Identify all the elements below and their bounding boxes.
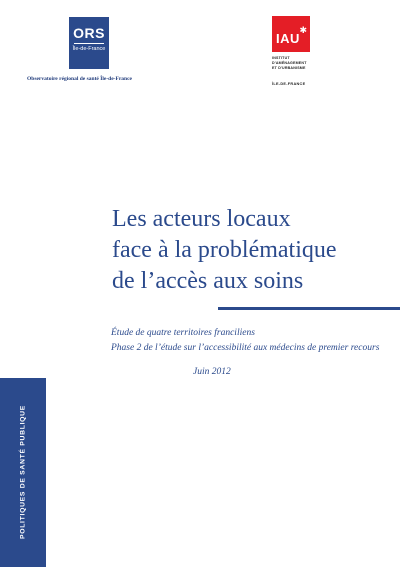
publication-date: Juin 2012	[193, 367, 231, 377]
title-line: de l’accès aux soins	[112, 268, 304, 294]
title-line: Les acteurs locaux	[112, 206, 291, 232]
iau-logo	[272, 16, 310, 52]
collection-label	[20, 405, 27, 539]
ors-logo-letters: ORS	[73, 25, 105, 41]
subtitle-line: Étude de quatre territoires franciliens	[111, 328, 255, 338]
title-line: face à la problématique	[112, 237, 337, 263]
title-rule	[218, 307, 400, 310]
iau-region: ÎLE-DE-FRANCE	[272, 82, 306, 86]
ors-logo-divider	[74, 43, 104, 44]
document-title	[112, 204, 362, 297]
ors-logo-subtitle: Île-de-France	[72, 46, 106, 52]
iau-text-line: ET D'URBANISME	[272, 65, 306, 70]
iau-institute-name	[272, 56, 312, 70]
document-subtitle	[111, 326, 379, 356]
ors-caption: Observatoire régional de santé Île-de-France	[27, 76, 132, 82]
iau-text-line: INSTITUT	[272, 56, 290, 60]
subtitle-line: Phase 2 de l’étude sur l’accessibilité aux médecins de premier recours	[111, 343, 380, 353]
asterisk-icon: ✱	[299, 25, 307, 35]
iau-text-line: D'AMÉNAGEMENT	[272, 60, 307, 65]
iau-logo-letters: IAU	[276, 31, 300, 46]
collection-label-text: POLITIQUES DE SANTÉ PUBLIQUE	[19, 404, 27, 540]
ors-logo	[69, 17, 109, 69]
